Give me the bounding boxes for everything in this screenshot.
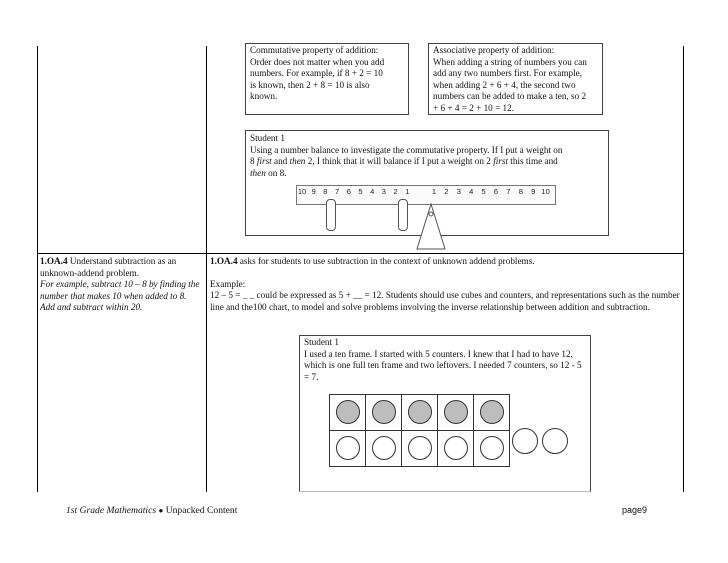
- ten-frame-cell: [437, 430, 474, 467]
- explanation-cell: [210, 256, 680, 313]
- empty-counter-icon: [336, 436, 360, 460]
- filled-counter-icon: [444, 400, 468, 424]
- weight-on-8-icon: [326, 199, 336, 231]
- balance-number-right: 6: [493, 187, 499, 196]
- student-heading: Student 1: [250, 133, 285, 143]
- ten-frame-cell: [473, 394, 510, 431]
- filled-counter-icon: [336, 400, 360, 424]
- footer-left: 1st Grade Mathematics ● Unpacked Content: [66, 505, 238, 516]
- balance-number-right: 2: [444, 187, 449, 196]
- ten-frame: [329, 394, 509, 466]
- standard-cell: [40, 256, 202, 314]
- commutative-title: Commutative property of addition:: [250, 45, 379, 55]
- balance-number-left: 9: [311, 187, 316, 196]
- table-right-border: [683, 46, 684, 492]
- leftover-counter-icon: [512, 428, 538, 454]
- commutative-line: known.: [250, 91, 278, 102]
- balance-number-left: 2: [393, 187, 398, 196]
- balance-number-left: 4: [370, 187, 375, 196]
- empty-counter-icon: [444, 436, 468, 460]
- empty-counter-icon: [480, 436, 504, 460]
- page-number: page9: [622, 505, 648, 515]
- standard-text: Understand subtraction as an unknown-addend problem.: [40, 256, 177, 278]
- standard-example: For example, subtract 10 – 8 by finding the number that makes 10 when added to 8. Add and subtract within 20.: [40, 279, 200, 313]
- filled-counter-icon: [372, 400, 396, 424]
- number-balance-illustration: [296, 185, 558, 253]
- balance-number-left: 10: [297, 187, 307, 196]
- balance-line-3: then on 8.: [250, 167, 287, 178]
- associative-line: When adding a string of numbers you can: [433, 56, 587, 67]
- balance-number-right: 7: [506, 187, 511, 196]
- associative-line: + 6 + 4 = 2 + 10 = 12.: [433, 102, 515, 113]
- balance-line-1: Using a number balance to investigate the commutative property. If I put a weight on: [250, 144, 563, 155]
- balance-number-right: 10: [541, 187, 550, 196]
- balance-number-right: 8: [518, 187, 523, 196]
- student-heading: Student 1: [304, 337, 339, 347]
- balance-number-left: 8: [323, 187, 328, 196]
- balance-number-right: 4: [469, 187, 474, 196]
- filled-counter-icon: [480, 400, 504, 424]
- balance-line-2: 8 first and then 2, I think that it will balance if I put a weight on 2 first this time and: [250, 156, 558, 167]
- explanation-text: asks for students to use subtraction in the context of unknown addend problems.: [237, 256, 535, 266]
- balance-number-left: 6: [346, 187, 351, 196]
- ten-frame-cell: [401, 430, 438, 467]
- associative-property-box: [428, 43, 603, 115]
- balance-number-right: 5: [481, 187, 486, 196]
- balance-number-left: 1: [405, 187, 410, 196]
- associative-title: Associative property of addition:: [433, 45, 555, 55]
- empty-counter-icon: [372, 436, 396, 460]
- balance-number-left: 3: [381, 187, 386, 196]
- fulcrum-triangle-icon: [414, 203, 448, 251]
- bullet-icon: ●: [158, 506, 164, 515]
- empty-counter-icon: [408, 436, 432, 460]
- ten-frame-cell: [329, 394, 366, 431]
- leftover-counter-icon: [542, 428, 568, 454]
- balance-number-left: 7: [335, 187, 340, 196]
- commutative-line: Order does not matter when you add: [250, 56, 385, 67]
- associative-line: add any two numbers first. For example,: [433, 68, 583, 79]
- balance-number-right: 9: [531, 187, 536, 196]
- standard-code: 1.OA.4: [40, 256, 68, 266]
- explanation-code: 1.OA.4: [210, 256, 238, 266]
- ten-frame-cell: [473, 430, 510, 467]
- table-left-border: [37, 46, 38, 492]
- ten-frame-cell: [437, 394, 474, 431]
- commutative-line: is known, then 2 + 8 = 10 is also: [250, 79, 370, 90]
- associative-line: when adding 2 + 6 + 4, the second two: [433, 79, 576, 90]
- commutative-property-box: [245, 43, 409, 115]
- filled-counter-icon: [408, 400, 432, 424]
- example-text: 12 – 5 = _ _ could be expressed as 5 + __ = 12. Students should use cubes and counters, and representations such as the number line and the100 chart, to model and solve problems involving the inverse relationship between addition and subtraction.: [210, 290, 680, 312]
- leftover-counters: [512, 427, 574, 461]
- balance-number-right: 3: [456, 187, 461, 196]
- balance-number-right: 1: [431, 187, 437, 196]
- ten-frame-cell: [401, 394, 438, 431]
- associative-line: numbers can be added to make a ten, so 2: [433, 91, 587, 102]
- balance-number-left: 5: [358, 187, 363, 196]
- commutative-line: numbers. For example, if 8 + 2 = 10: [250, 68, 383, 79]
- ten-frame-cell: [365, 394, 402, 431]
- weight-on-2-icon: [398, 199, 408, 231]
- table-column-divider: [206, 46, 207, 492]
- table-row-divider: [37, 253, 684, 254]
- example-label: Example:: [210, 278, 246, 289]
- ten-frame-cell: [329, 430, 366, 467]
- ten-frame-cell: [365, 430, 402, 467]
- ten-frame-explanation: I used a ten frame. I started with 5 counters. I knew that I had to have 12, which is one full ten frame and two leftovers. I needed 7 counters, so 12 - 5 = 7.: [304, 348, 582, 382]
